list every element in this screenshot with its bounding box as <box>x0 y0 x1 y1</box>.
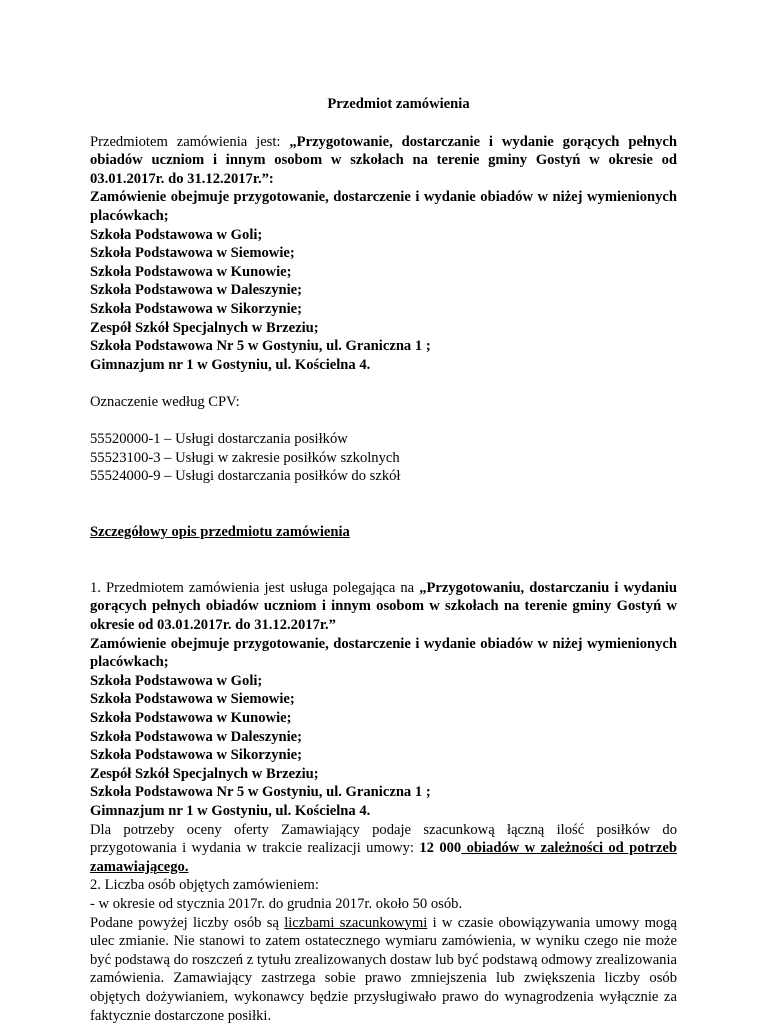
section1-bold-text: „Przygotowaniu, dostarczaniu i wydaniu gorących pełnych obiadów uczniom i innym osobom w szkołach na terenie gminy Gostyń w okresie od 03.01.2017r. do 31.12.2017r.” <box>90 579 677 634</box>
note-prefix: Podane powyżej liczby osób są <box>90 914 285 931</box>
school-item: Szkoła Podstawowa w Siemowie; <box>90 245 295 262</box>
note-rest: i w czasie obowiązywania umowy mogą ulec zmianie. Nie stanowi to zatem ostatecznego wymiaru zamówienia, w wyniku czego nie może być podstawą do roszczeń z tytułu zrealizowanych dostaw lub być podstawą odmowy zrealizowania zamówienia. Zamawiający zastrzega sobie prawo zmniejszenia lub zwiększenia liczby osób objętych dożywianiem, wykonawcy będzie przysługiwało prawo do wynagrodzenia wyłącznie za faktycznie dostarczone posiłki. <box>90 914 677 1024</box>
cpv-code: 55520000-1 – Usługi dostarczania posiłków <box>90 431 348 448</box>
school-item: Szkoła Podstawowa w Goli; <box>90 226 263 243</box>
estimate-paragraph <box>90 821 677 877</box>
spacer <box>90 374 677 393</box>
document-page <box>90 95 677 1025</box>
spacer <box>90 412 677 431</box>
cpv-list <box>90 430 677 486</box>
school-item: Szkoła Podstawowa Nr 5 w Gostyniu, ul. Graniczna 1 ; <box>90 784 431 801</box>
school-item: Gimnazjum nr 1 w Gostyniu, ul. Kościelna 4. <box>90 802 371 819</box>
spacer <box>90 504 677 523</box>
section1-paragraph <box>90 579 677 635</box>
school-item: Szkoła Podstawowa Nr 5 w Gostyniu, ul. Graniczna 1 ; <box>90 338 431 355</box>
estimate-underlined: obiadów w zależności od potrzeb zamawiającego. <box>90 840 677 875</box>
intro-paragraph <box>90 133 677 189</box>
section2-period: - w okresie od stycznia 2017r. do grudnia 2017r. około 50 osób. <box>90 895 463 912</box>
school-item: Szkoła Podstawowa w Daleszynie; <box>90 282 303 299</box>
school-item: Zespół Szkół Specjalnych w Brzeziu; <box>90 319 319 336</box>
cpv-code: 55524000-9 – Usługi dostarczania posiłków do szkół <box>90 468 401 485</box>
note-underlined: liczbami szacunkowymi <box>284 914 428 931</box>
school-item: Szkoła Podstawowa w Kunowie; <box>90 263 292 280</box>
school-item: Szkoła Podstawowa w Sikorzynie; <box>90 747 303 764</box>
section1-prefix: 1. Przedmiotem zamówienia jest usługa polegająca na <box>90 579 420 596</box>
estimate-amount: 12 000 <box>419 840 462 857</box>
document-title: Przedmiot zamówienia <box>327 96 470 112</box>
school-item: Gimnazjum nr 1 w Gostyniu, ul. Kościelna 4. <box>90 356 371 373</box>
section1-scope: Zamówienie obejmuje przygotowanie, dostarczenie i wydanie obiadów w niżej wymienionych placówkach; <box>90 635 677 671</box>
section2-heading: 2. Liczba osób objętych zamówieniem: <box>90 877 319 894</box>
section2-note <box>90 914 677 1025</box>
school-item: Szkoła Podstawowa w Kunowie; <box>90 710 292 726</box>
school-item: Szkoła Podstawowa w Sikorzynie; <box>90 300 303 317</box>
school-list-1 <box>90 226 677 375</box>
school-item: Szkoła Podstawowa w Daleszynie; <box>90 728 303 745</box>
school-item: Szkoła Podstawowa w Siemowie; <box>90 691 295 708</box>
school-list-2 <box>90 672 677 821</box>
school-item: Zespół Szkół Specjalnych w Brzeziu; <box>90 765 319 782</box>
cpv-label: Oznaczenie według CPV: <box>90 393 240 410</box>
spacer <box>90 486 677 505</box>
spacer <box>90 560 677 579</box>
intro-scope: Zamówienie obejmuje przygotowanie, dostarczenie i wydanie obiadów w niżej wymienionych placówkach; <box>90 189 677 224</box>
estimate-prefix: Dla potrzeby oceny oferty Zamawiający podaje szacunkową łączną ilość posiłków do przygotowania i wydania w trakcie realizacji umowy: <box>90 821 677 857</box>
intro-prefix: Przedmiotem zamówienia jest: <box>90 133 290 150</box>
spacer <box>90 542 677 561</box>
school-item: Szkoła Podstawowa w Goli; <box>90 672 263 689</box>
cpv-code: 55523100-3 – Usługi w zakresie posiłków szkolnych <box>90 449 400 466</box>
intro-bold-text: „Przygotowanie, dostarczanie i wydanie gorących pełnych obiadów uczniom i innym osobom w szkołach na terenie gminy Gostyń w okresie od 03.01.2017r. do 31.12.2017r.”: <box>90 133 677 187</box>
detail-heading: Szczegółowy opis przedmiotu zamówienia <box>90 524 350 541</box>
